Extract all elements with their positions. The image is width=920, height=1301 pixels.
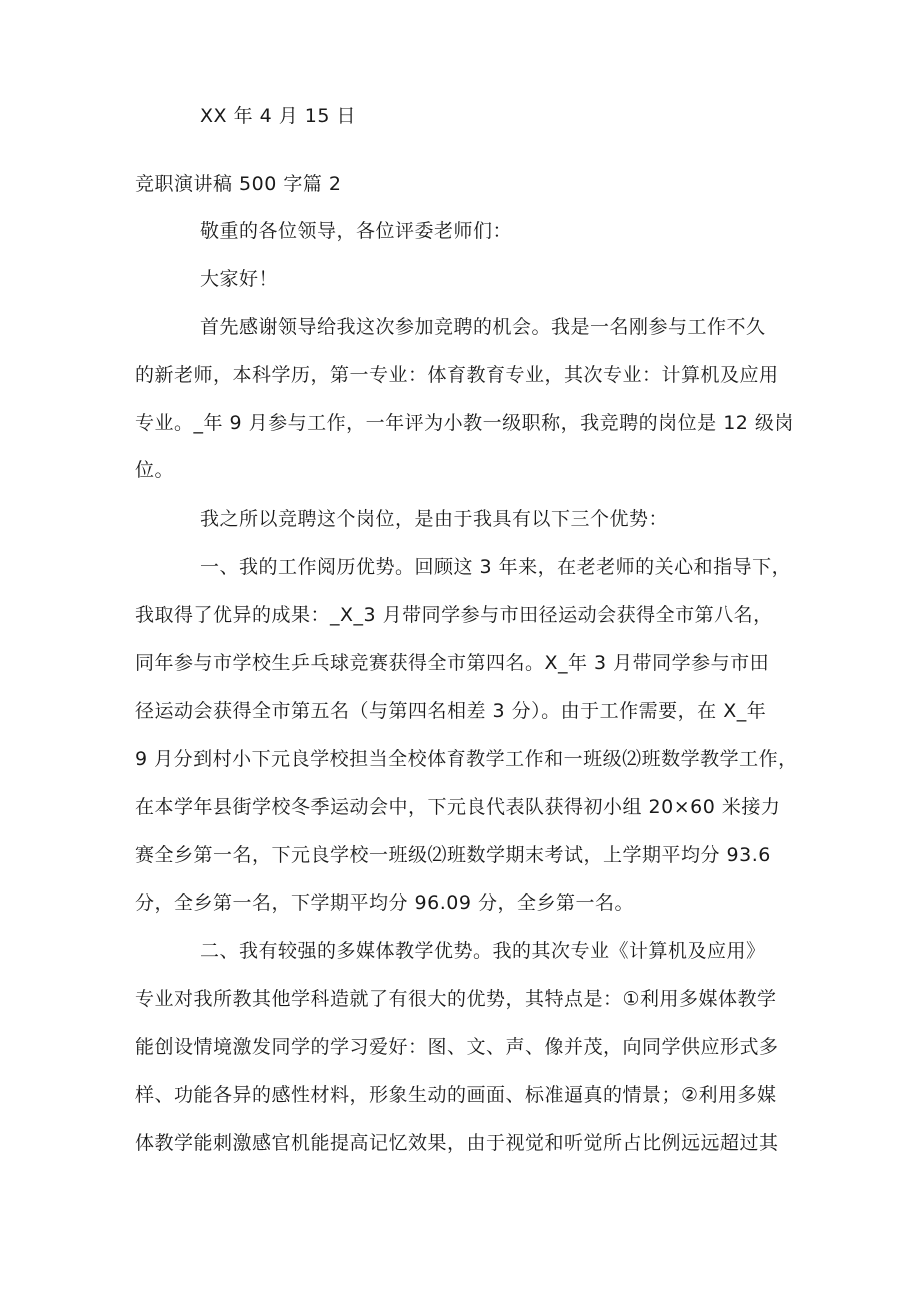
- paragraph-3-line-7: 赛全乡第一名，下元良学校一班级⑵班数学期末考试，上学期平均分 93.6: [135, 844, 771, 866]
- section-heading: 竞职演讲稿 500 字篇 2: [135, 173, 342, 195]
- paragraph-1-line-4: 位。: [135, 459, 175, 481]
- paragraph-3-line-4: 径运动会获得全市第五名（与第四名相差 3 分）。由于工作需要，在 X_年: [135, 700, 767, 722]
- greeting-line: 敬重的各位领导，各位评委老师们：: [200, 220, 513, 242]
- paragraph-3-line-5: 9 月分到村小下元良学校担当全校体育教学工作和一班级⑵班数学教学工作，: [135, 748, 798, 770]
- paragraph-2-line-1: 我之所以竞聘这个岗位，是由于我具有以下三个优势：: [200, 508, 669, 530]
- paragraph-3-line-1: 一、我的工作阅历优势。回顾这 3 年来，在老老师的关心和指导下，: [200, 556, 792, 578]
- paragraph-4-line-3: 能创设情境激发同学的学习爱好：图、文、声、像并茂，向同学供应形式多: [135, 1036, 779, 1058]
- paragraph-3-line-6: 在本学年县街学校冬季运动会中，下元良代表队获得初小组 20×60 米接力: [135, 796, 781, 818]
- paragraph-4-line-4: 样、功能各异的感性材料，形象生动的画面、标准逼真的情景；②利用多媒: [135, 1084, 777, 1106]
- paragraph-1-line-1: 首先感谢领导给我这次参加竞聘的机会。我是一名刚参与工作不久: [200, 316, 766, 338]
- paragraph-3-line-3: 同年参与市学校生乒乓球竞赛获得全市第四名。X_年 3 月带同学参与市田: [135, 652, 770, 674]
- paragraph-3-line-2: 我取得了优异的成果：_X_3 月带同学参与市田径运动会获得全市第八名，: [135, 604, 773, 626]
- date-line: XX 年 4 月 15 日: [200, 105, 356, 127]
- hello-line: 大家好！: [200, 268, 279, 290]
- paragraph-1-line-3: 专业。_年 9 月参与工作，一年评为小教一级职称，我竞聘的岗位是 12 级岗: [135, 412, 794, 434]
- paragraph-4-line-5: 体教学能刺激感官机能提高记忆效果，由于视觉和听觉所占比例远远超过其: [135, 1132, 779, 1154]
- paragraph-3-line-8: 分，全乡第一名，下学期平均分 96.09 分，全乡第一名。: [135, 892, 634, 914]
- paragraph-4-line-2: 专业对我所教其他学科造就了有很大的优势，其特点是：①利用多媒体教学: [135, 988, 777, 1010]
- paragraph-4-line-1: 二、我有较强的多媒体教学优势。我的其次专业《计算机及应用》: [200, 940, 766, 962]
- paragraph-1-line-2: 的新老师，本科学历，第一专业：体育教育专业，其次专业：计算机及应用: [135, 364, 779, 386]
